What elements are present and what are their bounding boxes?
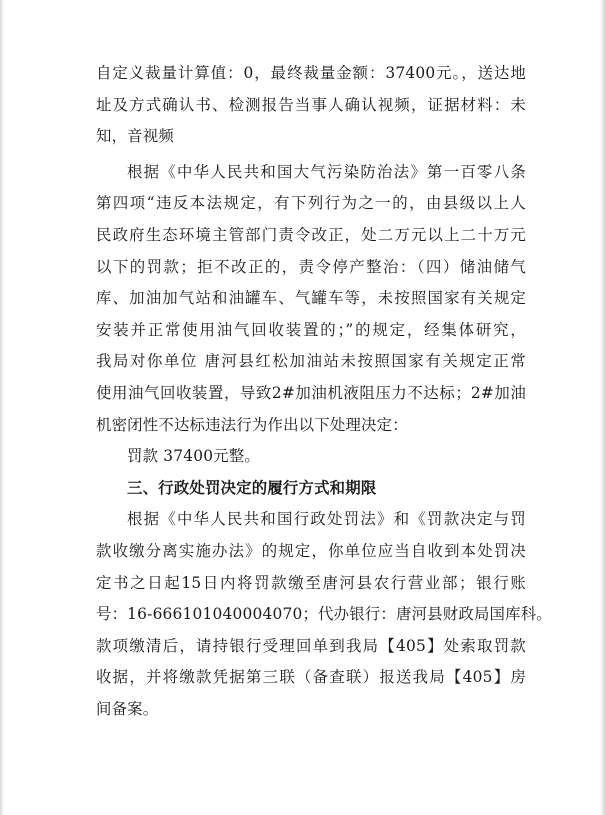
bank-account-line: 号：16-666101040004070；代办银行：唐河县财政局国库科。 [96,605,552,624]
text-line: 自定义裁量计算值：0，最终裁量金额：37400元。，送达地 [96,64,526,82]
text-line: 款收缴分离实施办法》的规定，你单位应当自收到本处罚决 [96,541,526,560]
text-line: 使用油气回收装置，导致2#加油机液阻压力不达标；2#加油 [96,383,526,402]
text-line: 以下的罚款；拒不改正的，责令停产整治：（四）储油储气 [96,257,526,276]
document-body [96,58,552,725]
text-line: 安装并正常使用油气回收装置的；”的规定，经集体研究， [96,320,526,339]
text-line: 款项缴清后，请持银行受理回单到我局【405】处索取罚款 [96,636,526,655]
text-line: 间备案。 [96,699,159,718]
page-right-edge [600,0,606,815]
text-line: 址及方式确认书、检测报告当事人确认视频，证据材料：未 [96,95,526,114]
paragraph-first-line: 根据《中华人民共和国大气污染防治法》第一百零八条 [127,162,526,181]
section-heading: 三、行政处罚决定的履行方式和期限 [127,478,377,497]
text-line: 知，音视频 [96,127,174,146]
text-line: 收据，并将缴款凭据第三联（备查联）报送我局【405】房 [96,668,526,687]
page-left-edge [0,0,4,815]
text-line: 第四项“违反本法规定，有下列行为之一的，由县级以上人 [96,194,526,213]
text-line: 我局对你单位 唐河县红松加油站未按照国家有关规定正常 [96,352,526,371]
text-line: 机密闭性不达标违法行为作出以下处理决定： [96,415,408,434]
text-line: 库、加油加气站和油罐车、气罐车等，未按照国家有关规定 [96,289,526,308]
paragraph-first-line: 根据《中华人民共和国行政处罚法》和《罚款决定与罚 [127,510,526,529]
text-line: 民政府生态环境主管部门责令改正，处二万元以上二十万元 [96,225,526,244]
penalty-amount: 罚款 37400元整。 [127,447,261,466]
text-line: 定书之日起15日内将罚款缴至唐河县农行营业部；银行账 [96,573,526,592]
